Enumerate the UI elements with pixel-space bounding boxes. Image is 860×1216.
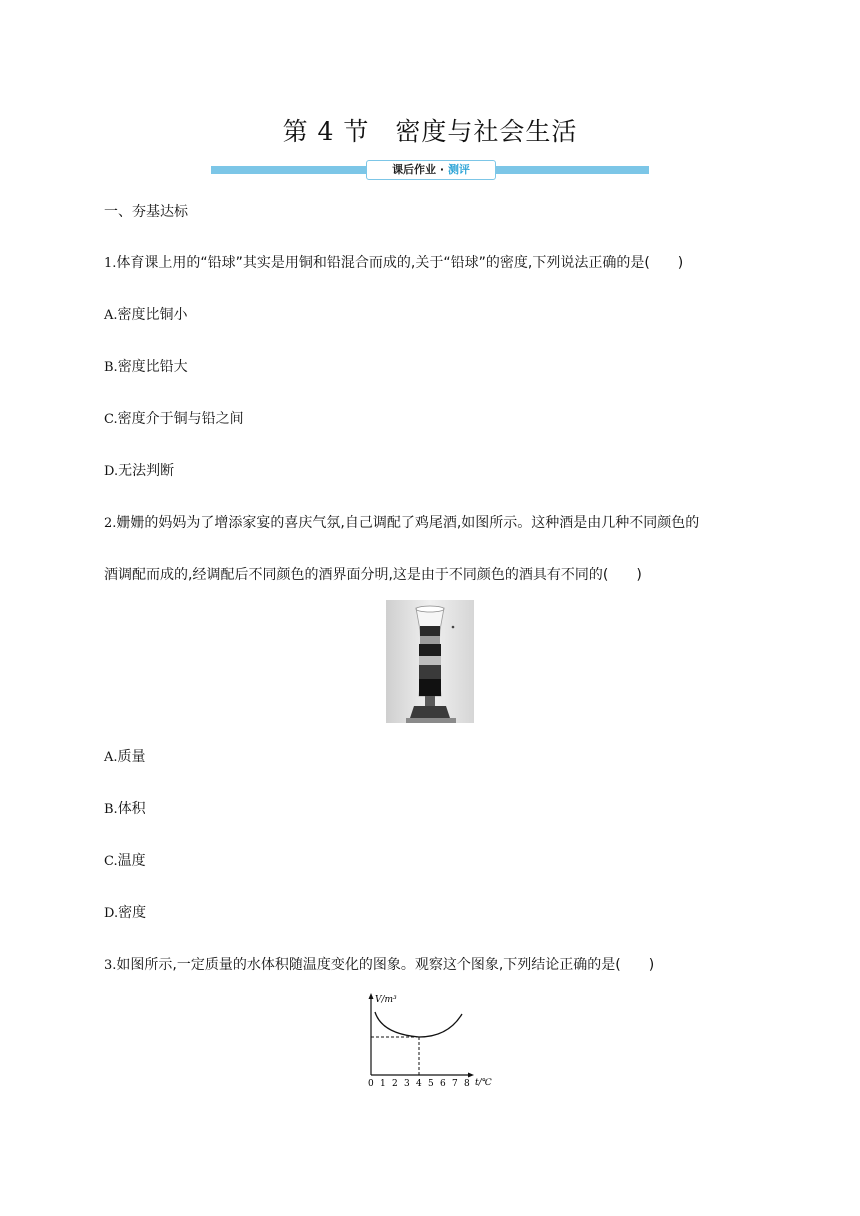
option-letter: A. [104, 750, 118, 765]
x-tick-label: 7 [452, 1079, 458, 1089]
q1-option-a [104, 304, 188, 324]
x-tick-label: 6 [440, 1079, 446, 1089]
option-letter: B. [104, 802, 118, 817]
x-tick-label: 5 [428, 1079, 434, 1089]
x-tick-label: 1 [380, 1079, 386, 1089]
cocktail-glass-photo [386, 600, 474, 723]
q1-option-c [104, 408, 244, 428]
x-tick-label: 8 [464, 1079, 470, 1089]
volume-curve [375, 1012, 462, 1037]
section-banner [211, 160, 649, 180]
q2-option-d [104, 902, 146, 922]
x-tick-labels [368, 1079, 470, 1089]
option-text: 密度比铜小 [117, 307, 188, 323]
question-number: 2. [104, 516, 117, 531]
banner-label [366, 160, 496, 180]
q2-option-b [104, 798, 146, 818]
q2-option-c [104, 850, 146, 870]
banner-highlight: 测评 [447, 163, 470, 176]
x-tick-label: 4 [416, 1079, 422, 1089]
question-1 [104, 252, 683, 272]
option-letter: B. [104, 360, 118, 375]
option-text: 密度 [118, 905, 147, 921]
q2-option-a [104, 746, 146, 766]
q1-option-b [104, 356, 188, 376]
y-axis-arrow [369, 993, 374, 999]
question-stem-line1: 姗姗的妈妈为了增添家宴的喜庆气氛,自己调配了鸡尾酒,如图所示。这种酒是由几种不同颜色的 [116, 515, 700, 531]
option-letter: D. [104, 906, 119, 921]
option-text: 质量 [117, 749, 146, 765]
question-2 [104, 512, 699, 532]
x-axis-label: t/℃ [475, 1078, 492, 1088]
q1-option-d [104, 460, 174, 480]
option-text: 体积 [117, 801, 146, 817]
question-number: 3. [104, 958, 117, 973]
option-letter: D. [104, 464, 119, 479]
x-tick-label: 3 [404, 1079, 410, 1089]
option-text: 密度介于铜与铅之间 [117, 411, 244, 427]
y-axis-label: V/m³ [375, 995, 397, 1005]
question-3 [104, 954, 654, 974]
option-text: 密度比铅大 [117, 359, 188, 375]
volume-temperature-graph [362, 990, 506, 1090]
option-letter: C. [104, 854, 118, 869]
x-tick-label: 0 [368, 1079, 374, 1089]
banner-dot: · [439, 163, 445, 176]
question-stem: 体育课上用的“铅球”其实是用铜和铅混合而成的,关于“铅球”的密度,下列说法正确的是( ) [116, 255, 684, 271]
section-heading: 一、夯基达标 [104, 204, 188, 220]
option-letter: C. [104, 412, 118, 427]
banner-label-text: 课后作业 [392, 163, 437, 176]
x-tick-label: 2 [392, 1079, 398, 1089]
option-text: 无法判断 [118, 463, 175, 479]
x-axis-arrow [468, 1073, 474, 1078]
page-title: 第 4 节 密度与社会生活 [282, 117, 578, 146]
option-letter: A. [104, 308, 118, 323]
question-2-line2: 酒调配而成的,经调配后不同颜色的酒界面分明,这是由于不同颜色的酒具有不同的( ) [104, 567, 642, 583]
option-text: 温度 [117, 853, 146, 869]
question-number: 1. [104, 256, 117, 271]
question-stem: 如图所示,一定质量的水体积随温度变化的图象。观察这个图象,下列结论正确的是( ) [116, 957, 655, 973]
